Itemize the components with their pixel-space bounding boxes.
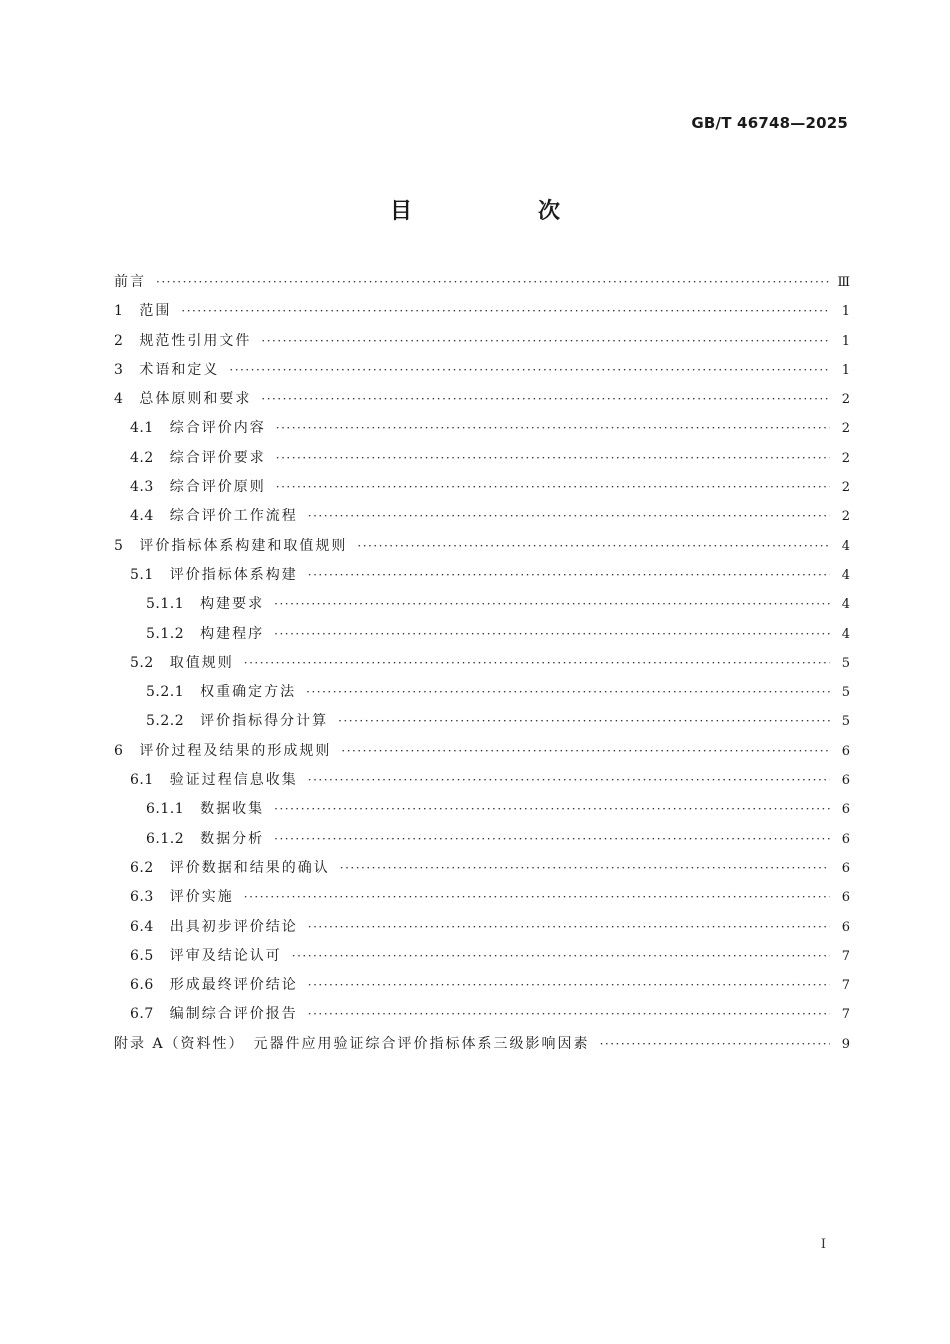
- toc-entry[interactable]: [114, 327, 850, 356]
- toc-dot-leader: [261, 327, 830, 356]
- page-title: 目 次: [389, 199, 612, 224]
- toc-entry-number: 6.1: [130, 772, 154, 789]
- toc-dot-leader: [308, 1000, 830, 1029]
- toc-dot-leader: [308, 502, 830, 531]
- toc-entry-number: 6.5: [130, 947, 154, 964]
- toc-entry[interactable]: [114, 414, 850, 443]
- toc-entry-number: 1: [114, 303, 124, 320]
- toc-entry[interactable]: [114, 561, 850, 590]
- toc-entry[interactable]: [114, 678, 850, 707]
- toc-entry-label: 构建程序: [200, 625, 265, 642]
- toc-entry[interactable]: [114, 913, 850, 942]
- toc-dot-leader: [308, 971, 830, 1000]
- toc-dot-leader: [306, 678, 830, 707]
- toc-dot-leader: [308, 766, 830, 795]
- toc-dot-leader: [276, 414, 830, 443]
- toc-entry-page: 2: [841, 450, 850, 466]
- toc-entry-number: 6.4: [130, 918, 154, 935]
- toc-entry-label: 数据收集: [200, 801, 265, 818]
- toc-entry-page: 6: [841, 919, 850, 935]
- toc-entry-label: 综合评价原则: [169, 479, 266, 496]
- toc-entry-number: 6.6: [130, 977, 154, 994]
- toc-dot-leader: [341, 737, 830, 766]
- toc-dot-leader: [229, 356, 830, 385]
- toc-entry-number: 6.1.2: [146, 830, 185, 847]
- toc-entry-label: 前言: [114, 274, 146, 290]
- toc-entry-page: 5: [841, 685, 850, 701]
- toc-entry-number: 4.4: [130, 508, 154, 525]
- toc-entry-page: 6: [841, 743, 850, 759]
- toc-entry-label: 综合评价工作流程: [169, 508, 298, 525]
- toc-entry-label: 评审及结论认可: [169, 947, 282, 964]
- toc-dot-leader: [340, 854, 830, 883]
- toc-dot-leader: [274, 620, 830, 649]
- toc-entry-page: 6: [841, 802, 850, 818]
- toc-entry[interactable]: [114, 1000, 850, 1029]
- toc-entry-page: 9: [841, 1036, 850, 1052]
- toc-entry-page: 7: [841, 978, 850, 994]
- toc-entry-page: 6: [841, 773, 850, 789]
- toc-entry-number: 6: [114, 742, 124, 759]
- toc-dot-leader: [308, 561, 830, 590]
- toc-entry-label: 数据分析: [200, 830, 265, 847]
- toc-entry[interactable]: [114, 473, 850, 502]
- toc-entry-number: 3: [114, 361, 124, 378]
- toc-entry-label: 评价指标得分计算: [200, 713, 329, 730]
- toc-entry-label: 评价指标体系构建和取值规则: [139, 537, 348, 554]
- toc-entry-label: 规范性引用文件: [139, 332, 252, 349]
- toc-entry[interactable]: [114, 766, 850, 795]
- toc-entry-number: 6.7: [130, 1006, 154, 1023]
- toc-entry-page: 2: [841, 421, 850, 437]
- toc-entry-number: 6.1.1: [146, 801, 185, 818]
- toc-entry-label: 总体原则和要求: [139, 391, 252, 408]
- toc-entry-number: 5.2: [130, 654, 154, 671]
- toc-entry-page: 1: [841, 304, 850, 320]
- toc-entry[interactable]: [114, 649, 850, 678]
- toc-entry-page: 5: [841, 714, 850, 730]
- toc-entry-number: 5: [114, 537, 124, 554]
- standard-number: GB/T 46748—2025: [691, 114, 848, 132]
- toc-entry-label: 评价过程及结果的形成规则: [139, 742, 332, 759]
- toc-entry-page: 4: [841, 597, 850, 613]
- toc-dot-leader: [244, 649, 830, 678]
- toc-entry-page: 2: [841, 392, 850, 408]
- toc-entry[interactable]: [114, 356, 850, 385]
- toc-entry-page: 7: [841, 948, 850, 964]
- toc-entry[interactable]: [114, 620, 850, 649]
- toc-entry[interactable]: [114, 825, 850, 854]
- toc-entry[interactable]: [114, 385, 850, 414]
- toc-entry-page: 7: [841, 1007, 850, 1023]
- toc-entry-number: 5.1: [130, 566, 154, 583]
- toc-entry[interactable]: [114, 532, 850, 561]
- toc-dot-leader: [338, 707, 830, 736]
- toc-dot-leader: [308, 913, 830, 942]
- toc-entry-label: 取值规则: [169, 654, 234, 671]
- toc-entry[interactable]: [114, 297, 850, 326]
- toc-entry-page: 2: [841, 509, 850, 525]
- toc-dot-leader: [274, 590, 830, 619]
- toc-entry[interactable]: [114, 854, 850, 883]
- toc-entry-page: 1: [841, 333, 850, 349]
- toc-entry-label: 验证过程信息收集: [169, 772, 298, 789]
- toc-entry-page: 6: [841, 831, 850, 847]
- toc-entry-page: 4: [841, 538, 850, 554]
- toc-entry-number: 6.3: [130, 889, 154, 906]
- toc-entry-label: 术语和定义: [139, 361, 220, 378]
- toc-entry-page: Ⅲ: [837, 275, 850, 290]
- toc-entry-label: 综合评价内容: [169, 420, 266, 437]
- toc-entry-page: 2: [841, 480, 850, 496]
- toc-entry[interactable]: [114, 268, 850, 297]
- toc-entry[interactable]: [114, 883, 850, 912]
- toc-dot-leader: [292, 942, 830, 971]
- toc-entry[interactable]: [114, 707, 850, 736]
- toc-entry-number: 4.2: [130, 449, 154, 466]
- toc-entry[interactable]: [114, 737, 850, 766]
- toc-dot-leader: [276, 473, 830, 502]
- toc-dot-leader: [156, 268, 829, 297]
- toc-dot-leader: [274, 795, 830, 824]
- toc-entry-page: 4: [841, 626, 850, 642]
- toc-dot-leader: [600, 1030, 830, 1059]
- toc-entry-number: 5.1.1: [146, 596, 185, 613]
- toc-entry[interactable]: [114, 1030, 850, 1059]
- toc-entry[interactable]: [114, 942, 850, 971]
- toc-entry-number: 4: [114, 391, 124, 408]
- toc-dot-leader: [274, 825, 830, 854]
- toc-entry-number: 5.2.2: [146, 713, 185, 730]
- toc-entry-number: 5.2.1: [146, 684, 185, 701]
- toc-entry-label: 评价实施: [169, 889, 234, 906]
- toc-entry-number: 6.2: [130, 859, 154, 876]
- page-number: I: [820, 1237, 826, 1252]
- table-of-contents: [114, 268, 850, 1059]
- toc-entry[interactable]: [114, 502, 850, 531]
- toc-entry-page: 6: [841, 860, 850, 876]
- toc-entry[interactable]: [114, 590, 850, 619]
- toc-entry-label: 构建要求: [200, 596, 265, 613]
- toc-entry-label: 编制综合评价报告: [169, 1006, 298, 1023]
- toc-entry-page: 4: [841, 567, 850, 583]
- toc-entry-label: 权重确定方法: [200, 684, 297, 701]
- toc-entry[interactable]: [114, 444, 850, 473]
- toc-entry-number: 4.3: [130, 479, 154, 496]
- toc-entry-page: 5: [841, 655, 850, 671]
- toc-dot-leader: [244, 883, 830, 912]
- toc-entry-label: 出具初步评价结论: [169, 918, 298, 935]
- toc-entry-label: 评价指标体系构建: [169, 566, 298, 583]
- toc-entry-label: 形成最终评价结论: [169, 977, 298, 994]
- toc-dot-leader: [181, 297, 830, 326]
- toc-dot-leader: [357, 532, 830, 561]
- toc-entry[interactable]: [114, 971, 850, 1000]
- toc-entry-page: 6: [841, 890, 850, 906]
- toc-entry-number: 2: [114, 332, 124, 349]
- toc-dot-leader: [261, 385, 830, 414]
- toc-dot-leader: [276, 444, 830, 473]
- toc-entry-label: 范围: [139, 303, 172, 320]
- toc-entry-number: 4.1: [130, 420, 154, 437]
- toc-entry-number: 5.1.2: [146, 625, 185, 642]
- toc-entry-page: 1: [841, 362, 850, 378]
- toc-entry-label: 附录 A（资料性） 元器件应用验证综合评价指标体系三级影响因素: [114, 1035, 590, 1052]
- toc-entry-label: 综合评价要求: [169, 449, 266, 466]
- toc-entry[interactable]: [114, 795, 850, 824]
- toc-entry-label: 评价数据和结果的确认: [169, 859, 330, 876]
